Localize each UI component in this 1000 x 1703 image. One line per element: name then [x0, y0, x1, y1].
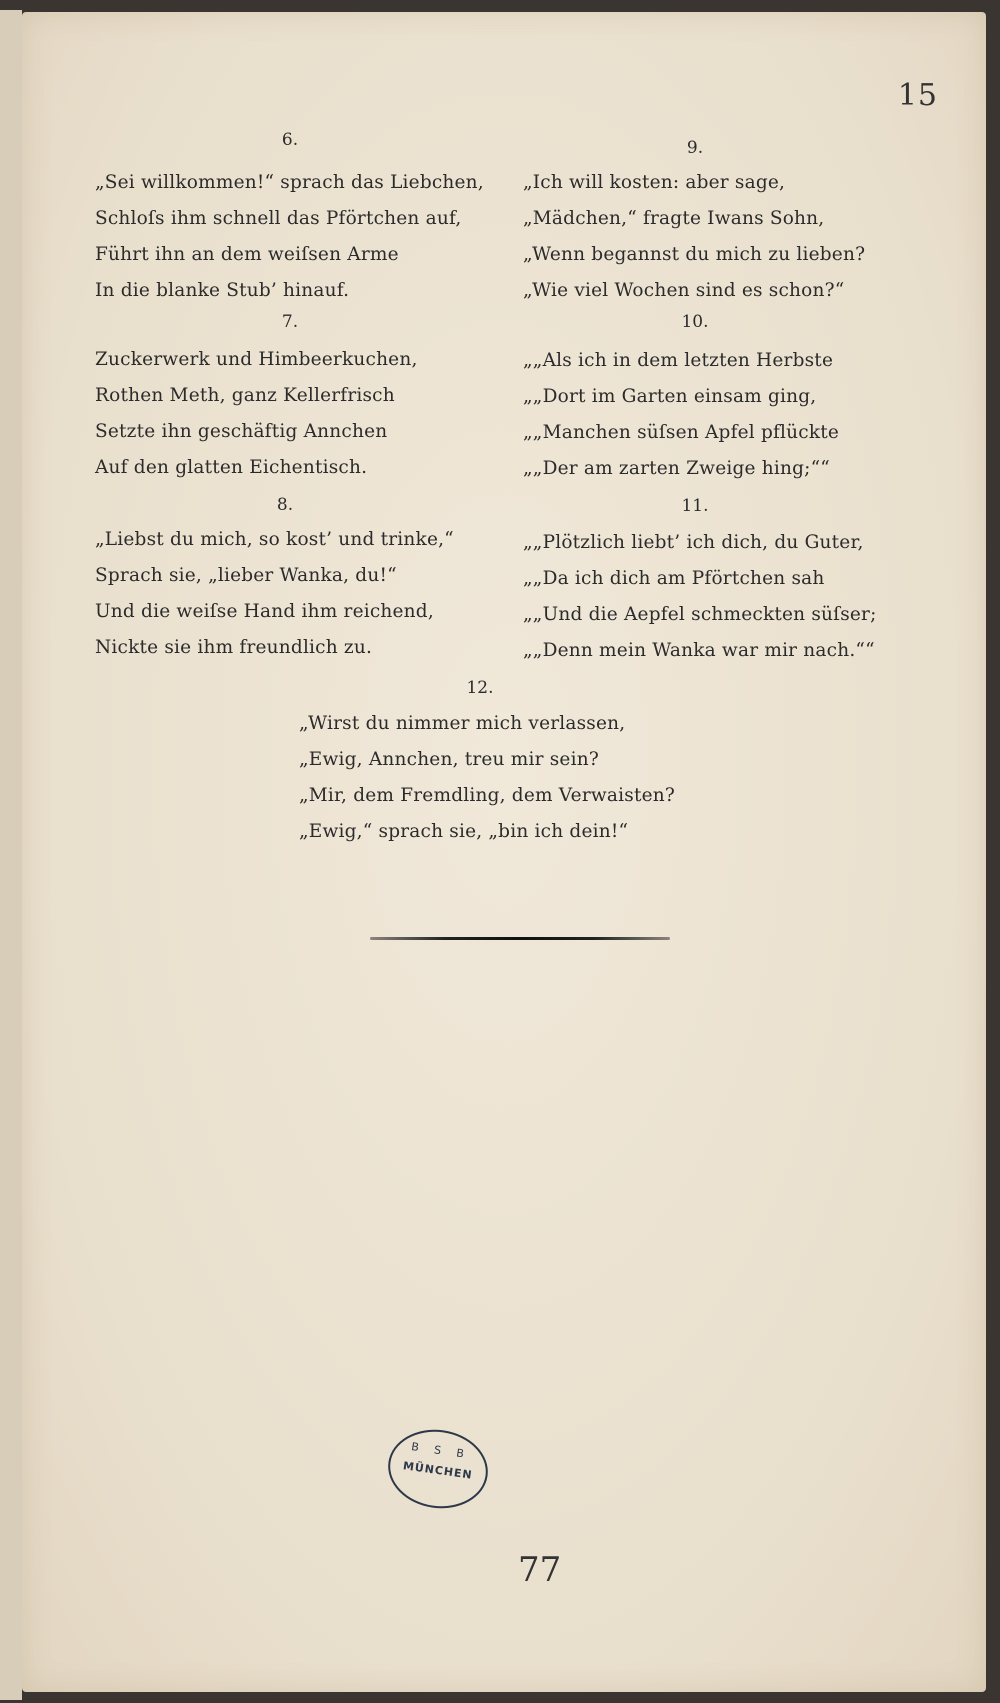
verse-line: „„Der am zarten Zweige hing;““ [523, 458, 830, 479]
verse-line: „Wie viel Wochen sind es schon?“ [523, 280, 845, 301]
stanza-number: 8. [276, 495, 294, 515]
verse-line: „Mir, dem Fremdling, dem Verwaisten? [299, 785, 675, 806]
verse-line: „Wirst du nimmer mich verlassen, [299, 713, 626, 734]
verse-line: Sprach sie, „lieber Wanka, du!“ [95, 565, 397, 586]
book-left-edge [0, 10, 22, 1700]
verse-line: „Ewig,“ sprach sie, „bin ich dein!“ [299, 821, 629, 842]
folio-number: 77 [518, 1550, 562, 1590]
book-page [22, 12, 986, 1692]
stamp-text: B S B [410, 1440, 471, 1462]
verse-line: „„Und die Aepfel schmeckten süſser; [523, 604, 877, 625]
verse-line: „„Plötzlich liebt’ ich dich, du Guter, [523, 532, 864, 553]
stanza-number: 9. [686, 138, 704, 158]
verse-line: „Ewig, Annchen, treu mir sein? [299, 749, 599, 770]
verse-line: Nickte sie ihm freundlich zu. [95, 637, 373, 658]
verse-line: „Mädchen,“ fragte Iwans Sohn, [523, 208, 825, 229]
stanza-number: 6. [281, 130, 299, 150]
verse-line: Setzte ihn geschäftig Annchen [95, 421, 388, 442]
stanza-number: 12. [466, 678, 494, 698]
verse-line: Auf den glatten Eichentisch. [95, 457, 368, 478]
verse-line: Führt ihn an dem weiſsen Arme [95, 244, 399, 265]
stanza-number: 10. [681, 312, 709, 332]
verse-line: „Wenn begannst du mich zu lieben? [523, 244, 866, 265]
verse-line: Zuckerwerk und Himbeerkuchen, [95, 349, 418, 370]
verse-line: In die blanke Stub’ hinauf. [95, 280, 350, 301]
verse-line: „„Dort im Garten einsam ging, [523, 386, 817, 407]
verse-line: „Liebst du mich, so kost’ und trinke,“ [95, 529, 454, 550]
verse-line: „„Als ich in dem letzten Herbste [523, 350, 834, 371]
verse-line: Rothen Meth, ganz Kellerfrisch [95, 385, 395, 406]
stanza-number: 11. [681, 496, 709, 516]
verse-line: „„Manchen süſsen Apfel pflückte [523, 422, 840, 443]
stamp-text: MÜNCHEN [402, 1459, 474, 1482]
library-stamp [383, 1423, 493, 1514]
verse-line: „„Denn mein Wanka war mir nach.““ [523, 640, 875, 661]
verse-line: Und die weiſse Hand ihm reichend, [95, 601, 434, 622]
verse-line: Schloſs ihm schnell das Pförtchen auf, [95, 208, 462, 229]
page-number: 15 [897, 78, 938, 113]
verse-line: „Sei willkommen!“ sprach das Liebchen, [95, 172, 484, 193]
divider-rule [370, 937, 670, 940]
stanza-number: 7. [281, 312, 299, 332]
verse-line: „„Da ich dich am Pförtchen sah [523, 568, 825, 589]
verse-line: „Ich will kosten: aber sage, [523, 172, 786, 193]
